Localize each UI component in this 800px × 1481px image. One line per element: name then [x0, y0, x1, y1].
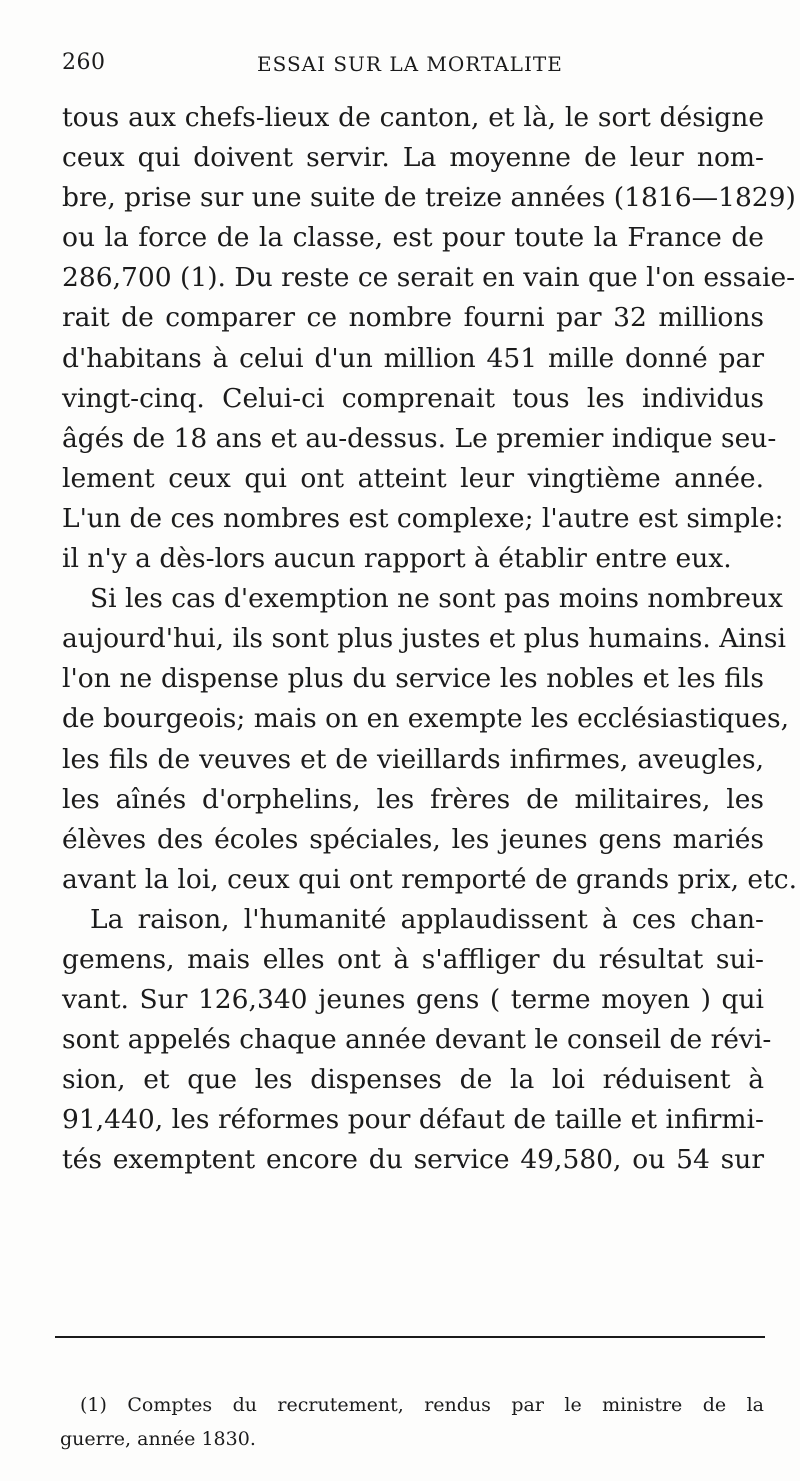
text-line: sion, et que les dispenses de la loi réduisent à [62, 1064, 764, 1096]
text-line: aujourd'hui, ils sont plus justes et plus humains. Ainsi [62, 623, 787, 655]
text-line: vant. Sur 126,340 jeunes gens ( terme moyen ) qui [62, 984, 764, 1016]
text-line: ou la force de la classe, est pour toute la France de [62, 222, 764, 254]
text-line: de bourgeois; mais on en exempte les ecclésiastiques, [62, 703, 789, 735]
text-line: ceux qui doivent servir. La moyenne de leur nom- [62, 142, 764, 174]
footnote-divider [55, 1336, 765, 1338]
text-line: élèves des écoles spéciales, les jeunes gens mariés [62, 823, 764, 855]
text-line: rait de comparer ce nombre fourni par 32 millions [62, 302, 764, 334]
text-line: gemens, mais elles ont à s'affliger du résultat sui- [62, 943, 764, 975]
text-line: L'un de ces nombres est complexe; l'autre est simple: [62, 502, 784, 534]
text-line: vingt-cinq. Celui-ci comprenait tous les individus [62, 382, 764, 414]
text-line: les aînés d'orphelins, les frères de militaires, les [62, 783, 764, 815]
page-number: 260 [62, 50, 106, 75]
footnote-line: (1) Comptes du recrutement, rendus par le ministre de la [80, 1394, 764, 1416]
text-line: tés exemptent encore du service 49,580, ou 54 sur [62, 1144, 764, 1176]
text-line: avant la loi, ceux qui ont remporté de grands prix, etc. [62, 863, 798, 895]
text-line: l'on ne dispense plus du service les nobles et les fils [62, 663, 764, 695]
footnote [60, 1388, 764, 1456]
text-line: 286,700 (1). Du reste ce serait en vain que l'on essaie- [62, 262, 796, 294]
page-header [62, 50, 762, 86]
text-line: tous aux chefs-lieux de canton, et là, le sort désigne [62, 102, 764, 133]
text-line: lement ceux qui ont atteint leur vingtième année. [62, 462, 764, 494]
text-line: les fils de veuves et de vieillards infirmes, aveugles, [62, 743, 764, 775]
text-line: d'habitans à celui d'un million 451 mille donné par [62, 342, 764, 374]
text-line: âgés de 18 ans et au-dessus. Le premier indique seu- [62, 422, 777, 454]
footnote-line: guerre, année 1830. [60, 1428, 256, 1450]
paragraph-start-line: Si les cas d'exemption ne sont pas moins nombreux [90, 583, 783, 615]
text-line: bre, prise sur une suite de treize années (1816—1829) [62, 182, 796, 214]
paragraph-start-line: La raison, l'humanité applaudissent à ces chan- [90, 903, 764, 935]
text-line: 91,440, les réformes pour défaut de taille et infirmi- [62, 1104, 764, 1136]
text-line: sont appelés chaque année devant le conseil de révi- [62, 1024, 772, 1056]
running-title: ESSAI SUR LA MORTALITE [257, 52, 563, 76]
text-line: il n'y a dès-lors aucun rapport à établir entre eux. [62, 543, 732, 575]
body-text [62, 98, 798, 1181]
